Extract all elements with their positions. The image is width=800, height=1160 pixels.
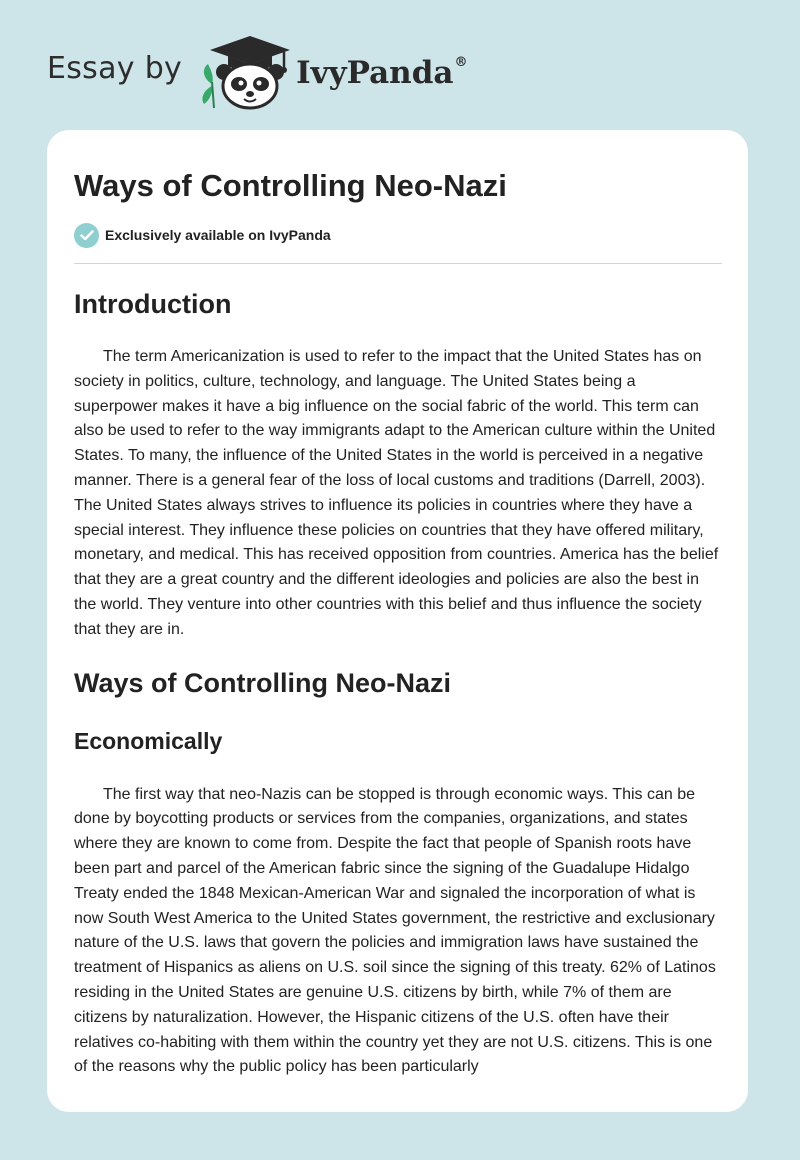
economically-paragraph: The first way that neo-Nazis can be stopped is through economic ways. This can be done by boycotting products or services from the companies, organizations, and states where they are known to come from. Despite the fact that people of Spanish roots have been part and parcel of the American fabric since the signing of the Guadalupe Hidalgo Treaty ended the 1848 Mexican-American War and signaled the incorporation of what is now South West America to the United States government, the restrictive and exclusionary nature of the U.S. laws that govern the policies and immigration laws have sustained the treatment of Hispanics as aliens on U.S. soil since the signing of this treaty. 62% of Latinos residing in the United States are genuine U.S. citizens by birth, while 7% of them are citizens by naturalization. However, the Hispanic citizens of the U.S. often have their relatives co-habiting with them within the country yet they are not U.S. citizens. This is one of the reasons why the public policy has been particularly [74,785,716,1076]
page-title: Ways of Controlling Neo-Nazi [74,168,507,203]
ways-heading: Ways of Controlling Neo-Nazi [74,667,451,698]
introduction-paragraph: The term Americanization is used to refer to the impact that the United States has on society in politics, culture, technology, and language. The United States being a superpower makes it have a big influence on the social fabric of the world. This term can also be used to refer to the way immigrants adapt to the American culture within the United States. To many, the influence of the United States in the world is perceived in a negative manner. There is a general fear of the loss of local customs and traditions (Darrell, 2003). The United States always strives to influence its policies in countries where they have a special interest. They influence these policies on countries that they have offered military, monetary, and medical. This has received opposition from countries. America has the belief that they are a great country and the different ideologies and policies are also the best in the world. They venture into other countries with this belief and thus influence the society that they are in. [74,348,719,638]
divider [74,263,722,264]
panda-graduate-icon [198,34,292,110]
registered-mark: ® [454,54,468,70]
introduction-heading: Introduction [74,289,232,319]
economically-subheading: Economically [74,727,223,754]
exclusive-label: Exclusively available on IvyPanda [105,227,331,243]
essay-card [47,130,748,1112]
check-icon [74,223,99,248]
brand-name: IvyPanda® [296,54,468,91]
exclusive-badge [74,222,722,248]
brand-prefix: Essay by [47,50,183,86]
brand-header [47,34,468,110]
